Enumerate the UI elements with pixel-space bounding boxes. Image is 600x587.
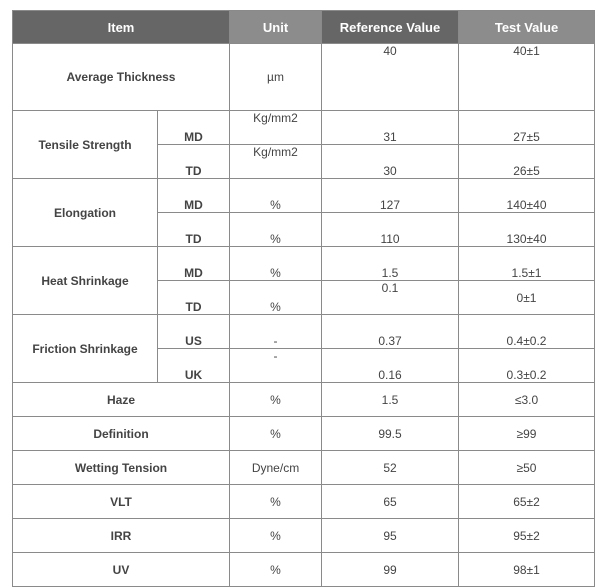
test-cell: 1.5±1	[459, 247, 595, 281]
reference-cell: 99.5	[322, 417, 459, 451]
table-row	[13, 247, 595, 281]
table-row	[13, 417, 595, 451]
unit-cell: µm	[230, 44, 322, 111]
header-test-value: Test Value	[459, 11, 595, 44]
reference-cell: 99	[322, 553, 459, 587]
reference-cell: 0.1	[322, 281, 459, 315]
test-cell: 26±5	[459, 145, 595, 179]
sub-label: TD	[158, 145, 230, 179]
reference-cell: 52	[322, 451, 459, 485]
sub-label: TD	[158, 213, 230, 247]
unit-cell: %	[230, 213, 322, 247]
sub-label: MD	[158, 111, 230, 145]
test-cell: 98±1	[459, 553, 595, 587]
unit-cell: -	[230, 349, 322, 383]
header-item: Item	[13, 11, 230, 44]
table-row	[13, 451, 595, 485]
unit-cell: %	[230, 247, 322, 281]
sub-label: US	[158, 315, 230, 349]
test-cell: 27±5	[459, 111, 595, 145]
item-label: VLT	[13, 485, 230, 519]
reference-cell: 95	[322, 519, 459, 553]
item-label: Definition	[13, 417, 230, 451]
sub-label: MD	[158, 247, 230, 281]
reference-cell: 110	[322, 213, 459, 247]
header-reference-value: Reference Value	[322, 11, 459, 44]
unit-cell: -	[230, 315, 322, 349]
unit-cell: Dyne/cm	[230, 451, 322, 485]
reference-cell: 40	[322, 44, 459, 111]
header-unit: Unit	[230, 11, 322, 44]
test-cell: 95±2	[459, 519, 595, 553]
item-label: UV	[13, 553, 230, 587]
item-label: Tensile Strength	[13, 111, 158, 179]
unit-cell: Kg/mm2	[230, 145, 322, 179]
test-cell: 65±2	[459, 485, 595, 519]
test-cell: 40±1	[459, 44, 595, 111]
reference-cell: 0.16	[322, 349, 459, 383]
unit-cell: %	[230, 281, 322, 315]
reference-cell: 0.37	[322, 315, 459, 349]
test-cell: ≥50	[459, 451, 595, 485]
reference-cell: 65	[322, 485, 459, 519]
table-row	[13, 315, 595, 349]
test-cell: 0.3±0.2	[459, 349, 595, 383]
item-label: Heat Shrinkage	[13, 247, 158, 315]
test-cell: 0.4±0.2	[459, 315, 595, 349]
spec-table	[12, 10, 595, 587]
reference-cell: 127	[322, 179, 459, 213]
test-cell: 0±1	[459, 281, 595, 315]
test-cell: 130±40	[459, 213, 595, 247]
reference-cell: 30	[322, 145, 459, 179]
reference-cell: 1.5	[322, 247, 459, 281]
table-row	[13, 519, 595, 553]
test-cell: ≤3.0	[459, 383, 595, 417]
test-cell: 140±40	[459, 179, 595, 213]
unit-cell: Kg/mm2	[230, 111, 322, 145]
table-row	[13, 179, 595, 213]
item-label: Average Thickness	[13, 44, 230, 111]
test-cell: ≥99	[459, 417, 595, 451]
table-row	[13, 111, 595, 145]
header-row	[13, 11, 595, 44]
sub-label: UK	[158, 349, 230, 383]
item-label: Elongation	[13, 179, 158, 247]
unit-cell: %	[230, 519, 322, 553]
unit-cell: %	[230, 179, 322, 213]
item-label: Friction Shrinkage	[13, 315, 158, 383]
reference-cell: 31	[322, 111, 459, 145]
sub-label: TD	[158, 281, 230, 315]
reference-cell: 1.5	[322, 383, 459, 417]
table-row	[13, 383, 595, 417]
item-label: IRR	[13, 519, 230, 553]
table-row	[13, 44, 595, 111]
unit-cell: %	[230, 417, 322, 451]
item-label: Wetting Tension	[13, 451, 230, 485]
item-label: Haze	[13, 383, 230, 417]
unit-cell: %	[230, 485, 322, 519]
unit-cell: %	[230, 383, 322, 417]
table-row	[13, 553, 595, 587]
table-row	[13, 485, 595, 519]
sub-label: MD	[158, 179, 230, 213]
unit-cell: %	[230, 553, 322, 587]
